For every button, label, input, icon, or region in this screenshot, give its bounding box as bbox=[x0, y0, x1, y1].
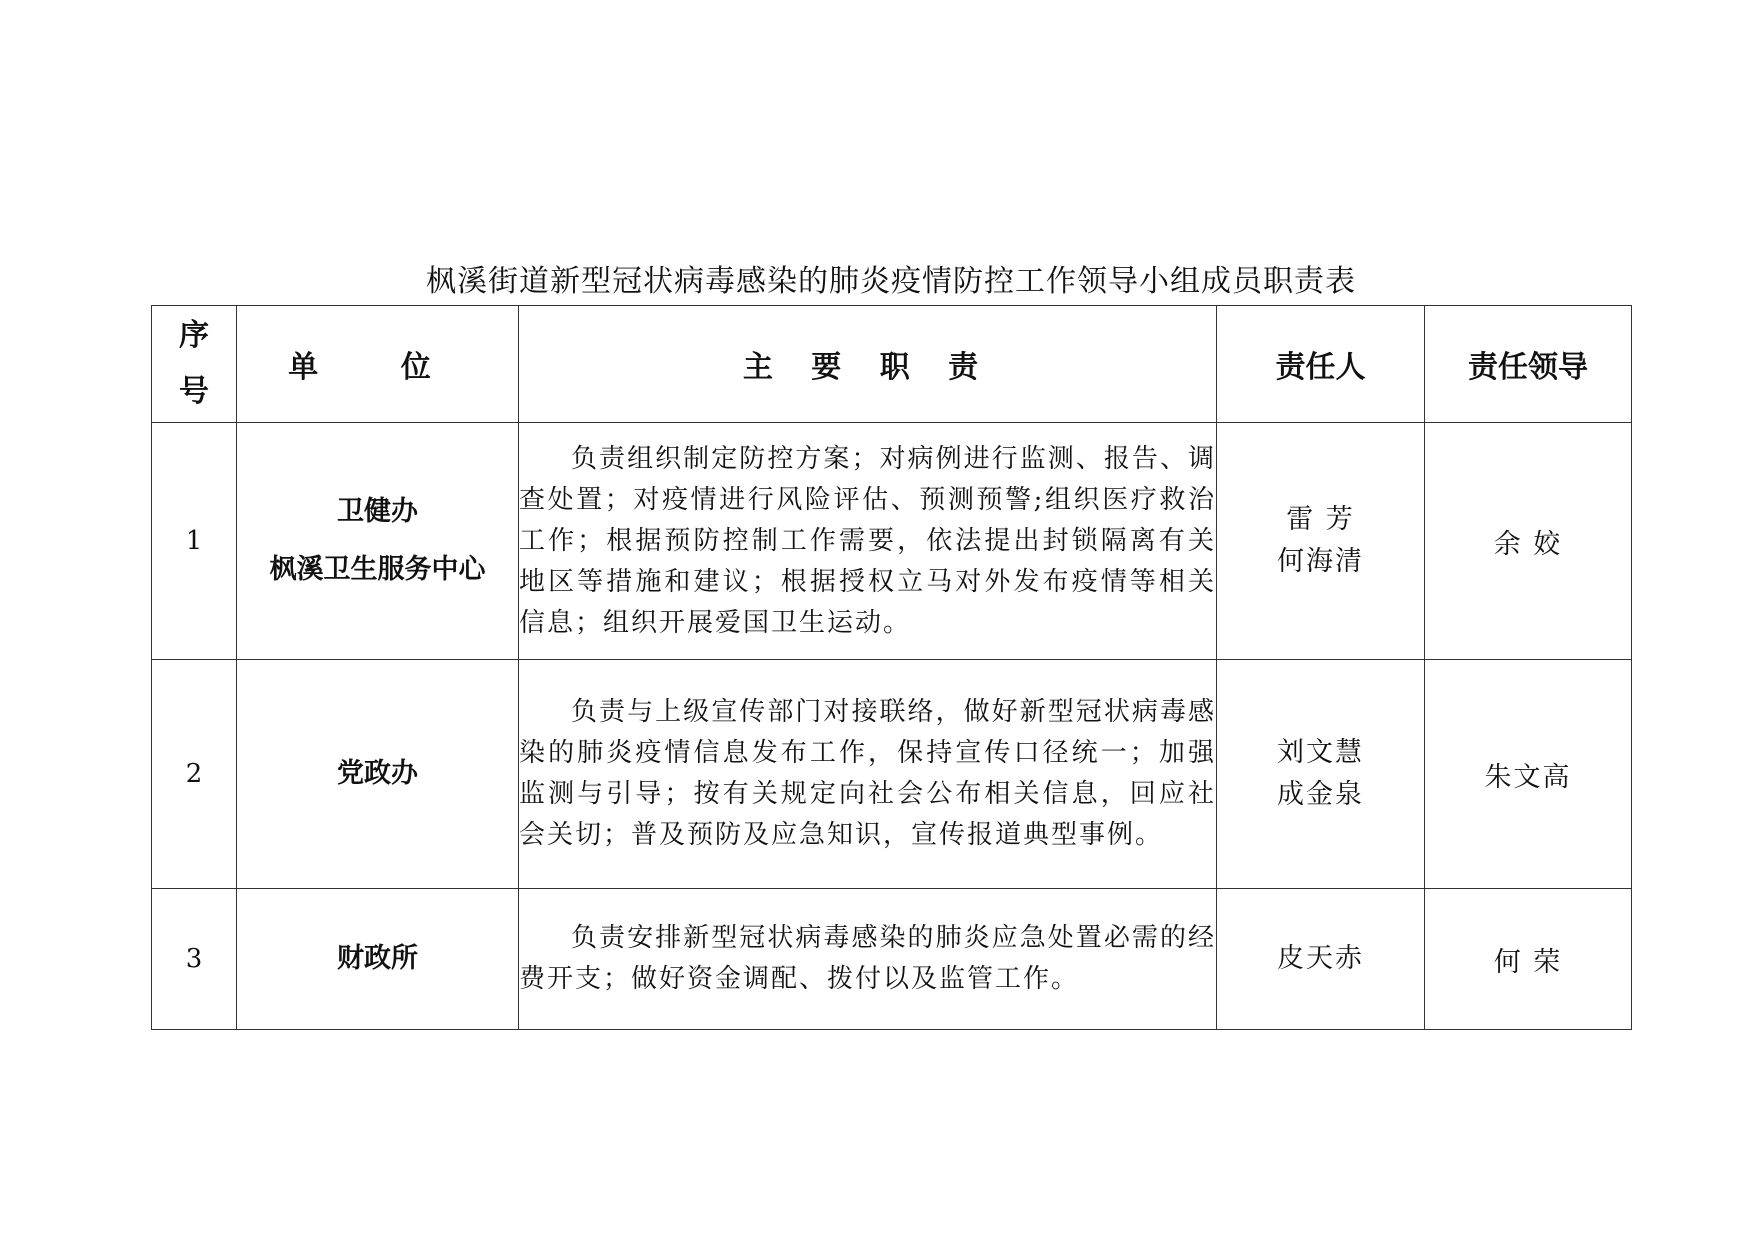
person-name: 成金泉 bbox=[1277, 779, 1364, 810]
row-seq: 2 bbox=[152, 660, 237, 889]
row-person bbox=[1217, 660, 1425, 889]
unit-line: 枫溪卫生服务中心 bbox=[269, 554, 486, 585]
unit-line: 卫健办 bbox=[337, 496, 418, 527]
table-row bbox=[152, 423, 1632, 660]
header-person: 责任人 bbox=[1217, 306, 1425, 423]
document-title: 枫溪街道新型冠状病毒感染的肺炎疫情防控工作领导小组成员职责表 bbox=[426, 264, 1356, 299]
row-duty bbox=[519, 889, 1217, 1030]
header-duty: 主 要 职 责 bbox=[519, 306, 1217, 423]
duty-text: 负责与上级宣传部门对接联络，做好新型冠状病毒感染的肺炎疫情信息发布工作，保持宣传口径统一；加强监测与引导；按有关规定向社会公布相关信息，回应社会关切；普及预防及应急知识，宣传报道典型事例。 bbox=[519, 697, 1216, 850]
row-duty bbox=[519, 423, 1217, 660]
table-row bbox=[152, 660, 1632, 889]
duty-text: 负责组织制定防控方案；对病例进行监测、报告、调查处置；对疫情进行风险评估、预测预警;组织医疗救治工作；根据预防控制工作需要，依法提出封锁隔离有关地区等措施和建议；根据授权立马对外发布疫情等相关信息；组织开展爱国卫生运动。 bbox=[519, 443, 1216, 638]
row-unit bbox=[237, 660, 519, 889]
row-leader: 朱文高 bbox=[1425, 660, 1632, 889]
header-seq-line2: 号 bbox=[179, 374, 209, 409]
person-name: 刘文慧 bbox=[1277, 737, 1364, 768]
row-leader: 余 姣 bbox=[1425, 423, 1632, 660]
person-name: 雷 芳 bbox=[1286, 504, 1355, 535]
table-row bbox=[152, 889, 1632, 1030]
person-name: 皮天赤 bbox=[1277, 943, 1364, 974]
row-unit bbox=[237, 423, 519, 660]
row-leader: 何 荣 bbox=[1425, 889, 1632, 1030]
row-seq: 1 bbox=[152, 423, 237, 660]
row-seq: 3 bbox=[152, 889, 237, 1030]
row-unit bbox=[237, 889, 519, 1030]
row-person bbox=[1217, 423, 1425, 660]
row-person bbox=[1217, 889, 1425, 1030]
row-duty bbox=[519, 660, 1217, 889]
table-header-row bbox=[152, 306, 1632, 423]
duty-text: 负责安排新型冠状病毒感染的肺炎应急处置必需的经费开支；做好资金调配、拨付以及监管工作。 bbox=[519, 923, 1216, 994]
unit-line: 党政办 bbox=[337, 758, 418, 789]
header-seq-line1: 序 bbox=[179, 318, 209, 353]
header-unit: 单 位 bbox=[237, 306, 519, 423]
header-seq bbox=[152, 306, 237, 423]
unit-line: 财政所 bbox=[337, 943, 418, 974]
responsibility-table bbox=[151, 305, 1632, 1030]
person-name: 何海清 bbox=[1277, 546, 1364, 577]
header-leader: 责任领导 bbox=[1425, 306, 1632, 423]
